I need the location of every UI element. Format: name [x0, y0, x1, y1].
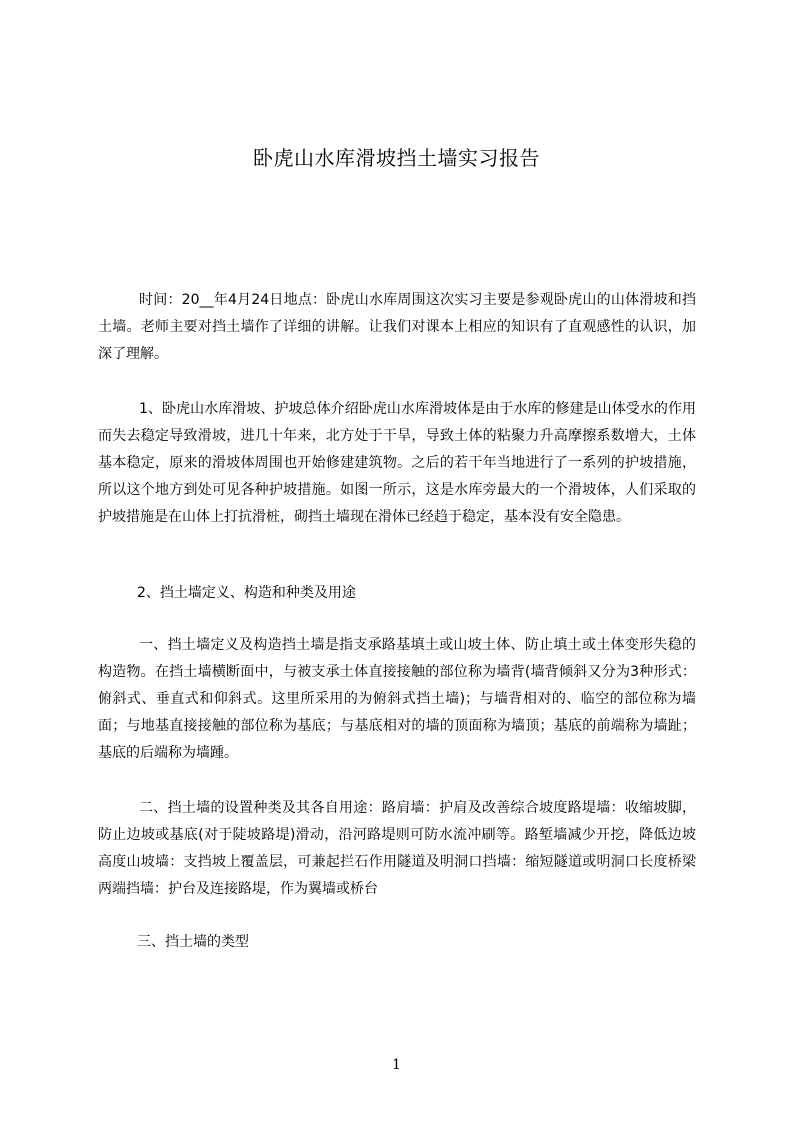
document-title: 卧虎山水库滑坡挡土墙实习报告: [253, 146, 540, 170]
paragraph-definition-structure: 一、挡土墙定义及构造挡土墙是指支承路基填土或山坡土体、防止填土或土体变形失稳的构造物。在挡土墙横断面中，与被支承土体直接接触的部位称为墙背(墙背倾斜又分为3种形式：俯斜式、垂直式和仰斜式。这里所采用的为俯斜式挡土墙)；与墙背相对的、临空的部位称为墙面；与地基直接接触的部位称为基底；与基底相对的墙的顶面称为墙顶；基底的前端称为墙趾；基底的后端称为墙踵。: [98, 637, 696, 761]
paragraph-types-uses: 二、挡土墙的设置种类及其各自用途：路肩墙：护肩及改善综合坡度路堤墙：收缩坡脚，防止边坡或基底(对于陡坡路堤)滑动，沿河路堤则可防水流冲刷等。路堑墙减少开挖，降低边坡高度山坡墙：支挡坡上覆盖层，可兼起拦石作用隧道及明洞口挡墙：缩短隧道或明洞口长度桥梁两端挡墙：护台及连接路堤，作为翼墙或桥台: [98, 800, 696, 897]
page-number: 1: [392, 1057, 401, 1073]
paragraph-time-location: 时间：20__年4月24日地点：卧虎山水库周围这次实习主要是参观卧虎山的山体滑坡和挡土墙。老师主要对挡土墙作了详细的讲解。让我们对课本上相应的知识有了直观感性的认识，加深了理解。: [98, 292, 696, 362]
paragraph-landslide-overview: 1、卧虎山水库滑坡、护坡总体介绍卧虎山水库滑坡体是由于水库的修建是山体受水的作用而失去稳定导致滑坡，进几十年来，北方处于干旱，导致土体的粘聚力升高摩擦系数增大，土体基本稳定，原来的滑坡体周围也开始修建建筑物。之后的若干年当地进行了一系列的护坡措施，所以这个地方到处可见各种护坡措施。如图一所示，这是水库旁最大的一个滑坡体，人们采取的护坡措施是在山体上打抗滑桩，砌挡土墙现在滑体已经趋于稳定，基本没有安全隐患。: [98, 401, 696, 525]
section-heading-retaining-wall: 2、挡土墙定义、构造和种类及用途: [137, 585, 356, 601]
section-heading-wall-types: 三、挡土墙的类型: [137, 934, 249, 950]
